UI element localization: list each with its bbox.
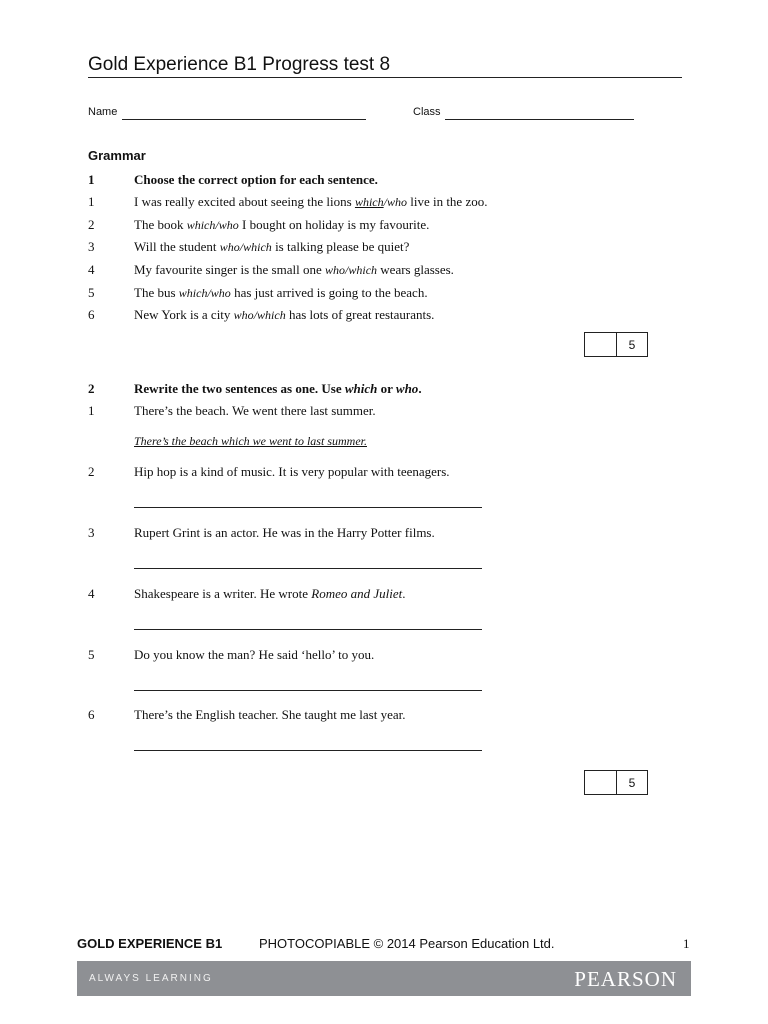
item-number: 5 — [88, 647, 95, 662]
item-number: 2 — [88, 464, 95, 479]
option-b[interactable]: which — [243, 240, 272, 254]
answer-line[interactable] — [134, 690, 482, 691]
option-separator: / — [239, 240, 244, 254]
item-sentence — [134, 217, 429, 233]
page-number: 1 — [683, 936, 690, 951]
option-a[interactable]: who — [219, 240, 240, 254]
instruction-part: or — [377, 381, 396, 396]
answer-line[interactable] — [134, 568, 482, 569]
sentence-part: live in the zoo. — [406, 194, 488, 209]
section-heading-grammar: Grammar — [88, 148, 146, 163]
item-sentence: Rupert Grint is an actor. He was in the Harry Potter films. — [134, 525, 435, 540]
exercise1-number: 1 — [88, 172, 95, 187]
option-separator: / — [345, 263, 349, 277]
sentence-part: The bus — [134, 285, 179, 300]
answer-line[interactable] — [134, 750, 482, 751]
sentence-part: The book — [134, 217, 187, 232]
sentence-title: Romeo and Juliet — [311, 586, 403, 601]
item-sentence: There’s the beach. We went there last summer. — [134, 403, 376, 418]
option-separator: / — [253, 308, 258, 322]
sentence-part: has lots of great restaurants. — [285, 307, 435, 322]
class-label: Class — [413, 106, 441, 118]
sentence-part: is talking please be quiet? — [271, 239, 410, 254]
item-number: 1 — [88, 403, 95, 418]
score-total: 5 — [628, 337, 636, 352]
sentence-part: . — [402, 586, 406, 601]
option-a[interactable]: which — [186, 218, 216, 232]
title-rule — [88, 77, 682, 78]
option-b[interactable]: who — [218, 218, 239, 232]
example-answer: There’s the beach which we went to last summer. — [134, 434, 367, 448]
exercise2-score-box[interactable] — [584, 770, 648, 795]
instruction-part: Rewrite the two sentences as one. Use — [134, 381, 345, 396]
sentence-part: New York is a city — [134, 307, 234, 322]
option-separator: / — [383, 195, 387, 209]
item-number: 3 — [88, 525, 95, 540]
answer-line[interactable] — [134, 507, 482, 508]
brand-logo-text: PEARSON — [574, 967, 677, 991]
sentence-part: has just arrived is going to the beach. — [230, 285, 428, 300]
item-sentence — [134, 239, 409, 255]
exercise2-instruction — [134, 381, 422, 397]
option-a[interactable]: which — [178, 286, 208, 300]
sentence-part: I was really excited about seeing the lions — [134, 194, 355, 209]
footer-copyright: PHOTOCOPIABLE © 2014 Pearson Education Ltd. — [259, 936, 555, 951]
item-number: 3 — [88, 239, 95, 254]
answer-line[interactable] — [134, 629, 482, 630]
option-a[interactable]: which — [354, 195, 384, 209]
instruction-keyword: who — [395, 381, 419, 396]
brand-tagline: ALWAYS LEARNING — [89, 973, 213, 984]
instruction-part: . — [418, 381, 422, 396]
exercise1-score-box[interactable] — [584, 332, 648, 357]
score-total: 5 — [628, 775, 636, 790]
class-field[interactable] — [445, 119, 634, 120]
instruction-keyword: which — [344, 381, 378, 396]
item-sentence: Hip hop is a kind of music. It is very popular with teenagers. — [134, 464, 450, 479]
item-number: 4 — [88, 262, 95, 277]
item-sentence — [134, 307, 434, 323]
sentence-part: Shakespeare is a writer. He wrote — [134, 586, 312, 601]
item-sentence: There’s the English teacher. She taught me last year. — [134, 707, 406, 722]
exercise2-number: 2 — [88, 381, 95, 396]
item-sentence — [134, 262, 454, 278]
item-number: 4 — [88, 586, 95, 601]
option-b[interactable]: who — [386, 195, 407, 209]
item-number: 6 — [88, 707, 95, 722]
option-a[interactable]: who — [325, 263, 346, 277]
item-sentence — [134, 586, 405, 602]
item-number: 2 — [88, 217, 95, 232]
brand-bar — [77, 961, 691, 996]
sentence-part: My favourite singer is the small one — [134, 262, 325, 277]
footer-book-title: GOLD EXPERIENCE B1 — [77, 936, 223, 951]
option-separator: / — [215, 218, 219, 232]
name-label: Name — [88, 106, 118, 118]
name-field[interactable] — [122, 119, 366, 120]
option-a[interactable]: who — [233, 308, 254, 322]
option-b[interactable]: which — [348, 263, 378, 277]
exercise1-instruction: Choose the correct option for each sentence. — [134, 172, 378, 187]
page-title: Gold Experience B1 Progress test 8 — [88, 54, 391, 75]
item-number: 5 — [88, 285, 95, 300]
option-b[interactable]: which — [257, 308, 286, 322]
item-sentence — [134, 285, 428, 301]
sentence-part: wears glasses. — [377, 262, 454, 277]
sentence-part: I bought on holiday is my favourite. — [238, 217, 430, 232]
option-b[interactable]: who — [210, 286, 231, 300]
item-sentence: Do you know the man? He said ‘hello’ to you. — [134, 647, 375, 662]
item-sentence — [134, 194, 487, 210]
item-number: 6 — [88, 307, 95, 322]
sentence-part: Will the student — [134, 239, 220, 254]
option-separator: / — [207, 286, 211, 300]
item-number: 1 — [88, 194, 95, 209]
